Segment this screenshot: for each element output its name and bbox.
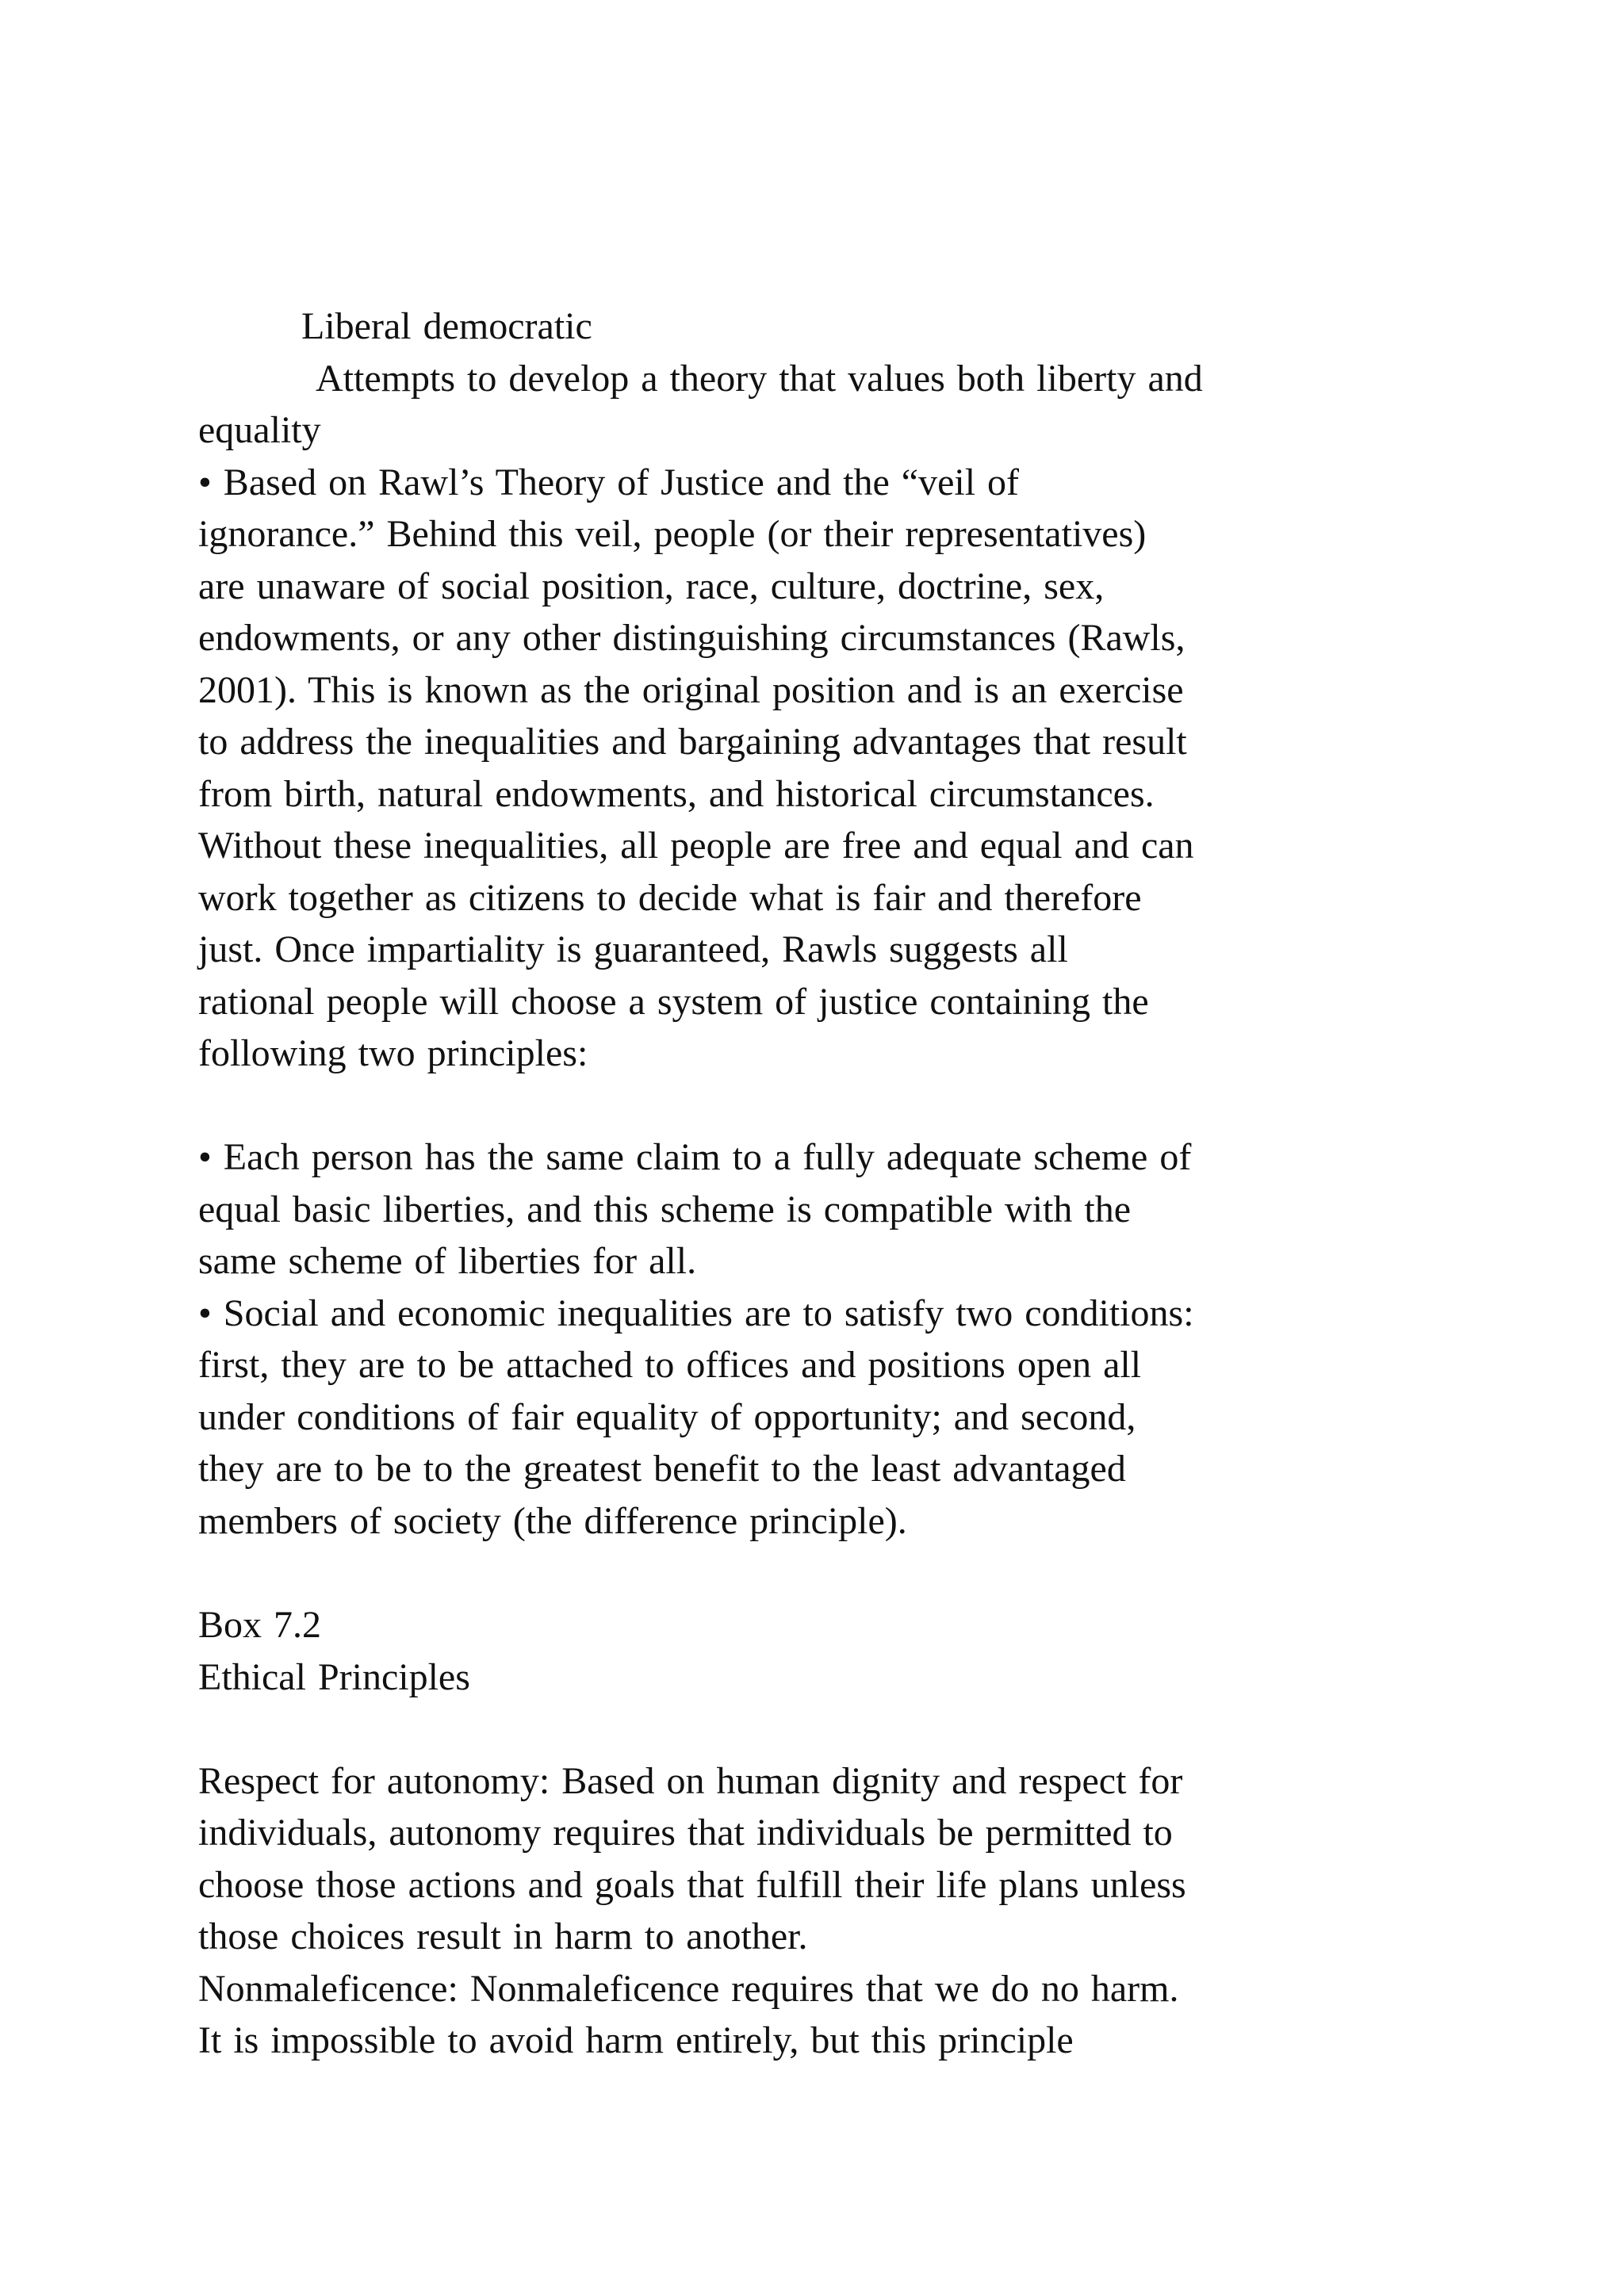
text-line: work together as citizens to decide what is fair and therefore — [198, 877, 1142, 919]
text-line: individuals, autonomy requires that individuals be permitted to — [198, 1812, 1173, 1854]
text-line: It is impossible to avoid harm entirely, but this principle — [198, 2019, 1074, 2061]
text-line: equal basic liberties, and this scheme is compatible with the — [198, 1188, 1132, 1230]
text-line: under conditions of fair equality of opportunity; and second, — [198, 1396, 1136, 1438]
heading-liberal-democratic: Liberal democratic — [301, 305, 592, 347]
text-line: rational people will choose a system of justice containing the — [198, 981, 1149, 1023]
text-line: Nonmaleficence: Nonmaleficence requires that we do no harm. — [198, 1968, 1179, 2010]
box-title: Ethical Principles — [198, 1656, 470, 1698]
box-number: Box 7.2 — [198, 1604, 322, 1646]
text-line: following two principles: — [198, 1032, 588, 1074]
text-line: Respect for autonomy: Based on human dignity and respect for — [198, 1760, 1183, 1802]
text-line: Without these inequalities, all people are free and equal and can — [198, 825, 1194, 867]
text-line: are unaware of social position, race, culture, doctrine, sex, — [198, 565, 1105, 607]
text-line: ignorance.” Behind this veil, people (or their representatives) — [198, 513, 1147, 555]
text-line: 2001). This is known as the original position and is an exercise — [198, 669, 1184, 711]
text-line: • Social and economic inequalities are to satisfy two conditions: — [198, 1292, 1194, 1334]
text-line: Attempts to develop a theory that values both liberty and — [316, 358, 1203, 400]
text-line: • Each person has the same claim to a fully adequate scheme of — [198, 1136, 1192, 1178]
text-line: to address the inequalities and bargaining advantages that result — [198, 721, 1187, 763]
text-line: just. Once impartiality is guaranteed, Rawls suggests all — [198, 928, 1068, 970]
text-line: those choices result in harm to another. — [198, 1915, 808, 1957]
text-line: from birth, natural endowments, and historical circumstances. — [198, 773, 1155, 815]
text-line: choose those actions and goals that fulfill their life plans unless — [198, 1864, 1186, 1906]
text-line: • Based on Rawl’s Theory of Justice and the “veil of — [198, 461, 1020, 503]
text-line: endowments, or any other distinguishing circumstances (Rawls, — [198, 617, 1185, 659]
text-line: first, they are to be attached to offices and positions open all — [198, 1344, 1142, 1386]
text-line: they are to be to the greatest benefit to the least advantaged — [198, 1448, 1126, 1490]
text-line: equality — [198, 409, 321, 451]
text-line: same scheme of liberties for all. — [198, 1240, 697, 1282]
text-line: members of society (the difference principle). — [198, 1500, 907, 1542]
